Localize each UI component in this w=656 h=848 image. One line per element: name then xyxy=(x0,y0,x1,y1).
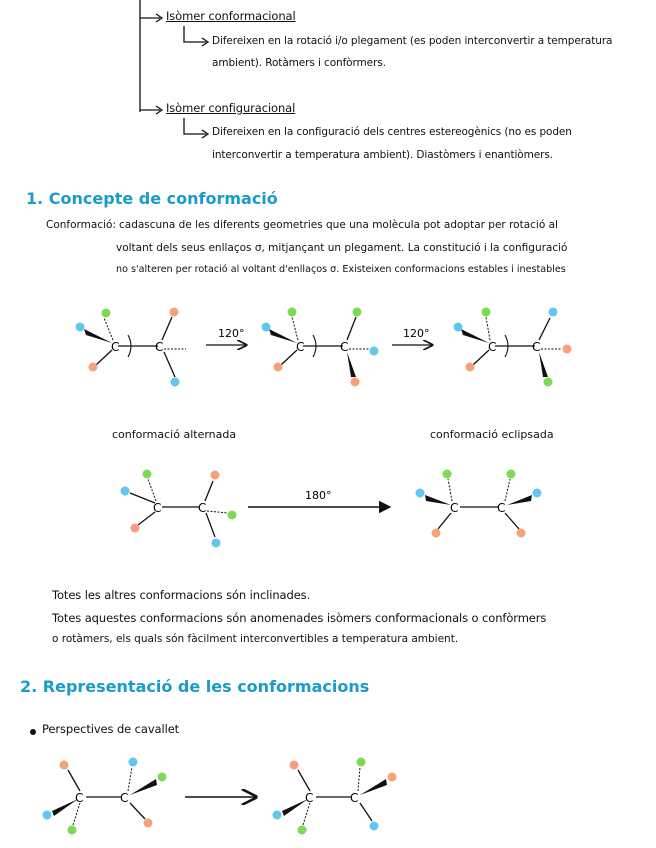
svg-text:C: C xyxy=(296,340,305,354)
definition-term: Conformació: xyxy=(46,219,116,231)
svg-text:C: C xyxy=(497,501,506,515)
staggered-conformer xyxy=(121,470,237,548)
svg-text:C: C xyxy=(450,501,459,515)
definition-line3: no s'alteren per rotació al voltant d'enllaços σ. Existeixen conformacions estables i inestables xyxy=(116,264,566,275)
bullet-item-perspectives: Perspectives de cavallet xyxy=(42,722,180,736)
svg-text:C: C xyxy=(120,791,129,805)
rotation-arrow-2-label: 120° xyxy=(403,327,430,340)
conformer-a xyxy=(76,308,187,387)
svg-text:C: C xyxy=(532,340,541,354)
conformation-comparison-diagram xyxy=(0,465,656,555)
definition-line2: voltant dels seus enllaços σ, mitjançant un plegament. La constitució i la configuració xyxy=(116,242,568,254)
conformer-b xyxy=(262,308,379,387)
svg-text:C: C xyxy=(305,791,314,805)
section1-heading: 1. Concepte de conformació xyxy=(26,189,278,208)
sawhorse-right xyxy=(273,758,397,835)
carbon-label: C xyxy=(155,340,164,354)
definition-line1: cadascuna de les diferents geometries que una molècula pot adoptar per rotació al xyxy=(119,219,558,231)
label-eclipsed: conformació eclipsada xyxy=(430,428,554,441)
rotation-diagram xyxy=(0,295,656,395)
rotation-arrow-1-label: 120° xyxy=(218,327,245,340)
eclipsed-conformer xyxy=(416,470,542,538)
svg-text:C: C xyxy=(350,791,359,805)
svg-text:C: C xyxy=(340,340,349,354)
tree-item1-desc-line2: ambient). Rotàmers i confòrmers. xyxy=(212,57,386,69)
label-staggered: conformació alternada xyxy=(112,428,237,441)
sawhorse-diagram xyxy=(0,755,656,848)
svg-text:C: C xyxy=(153,501,162,515)
tree-item2-title: Isòmer configuracional xyxy=(166,101,296,115)
note-line1: Totes les altres conformacions són inclinades. xyxy=(52,588,311,602)
note-line2: Totes aquestes conformacions són anomenades isòmers conformacionals o confòrmers xyxy=(52,611,547,625)
sawhorse-left xyxy=(43,758,167,835)
bullet-dot xyxy=(30,729,36,735)
tree-item2-desc-line1: Difereixen en la configuració dels centres estereogènics (no es poden xyxy=(212,126,572,138)
tree-item2-desc-line2: interconvertir a temperatura ambient). Diastòmers i enantiòmers. xyxy=(212,149,553,161)
svg-text:C: C xyxy=(488,340,497,354)
tree-item1-title: Isòmer conformacional xyxy=(166,9,296,23)
tree-connectors xyxy=(0,0,656,170)
conformer-c xyxy=(454,308,572,387)
tree-item1-desc-line1: Difereixen en la rotació i/o plegament (es poden interconvertir a temperatura xyxy=(212,35,613,47)
note-line3: o rotàmers, els quals són fàcilment interconvertibles a temperatura ambient. xyxy=(52,633,459,645)
svg-text:C: C xyxy=(75,791,84,805)
flip-arrow-label: 180° xyxy=(305,489,332,502)
carbon-label: C xyxy=(111,340,120,354)
svg-text:C: C xyxy=(198,501,207,515)
section2-heading: 2. Representació de les conformacions xyxy=(20,677,370,696)
